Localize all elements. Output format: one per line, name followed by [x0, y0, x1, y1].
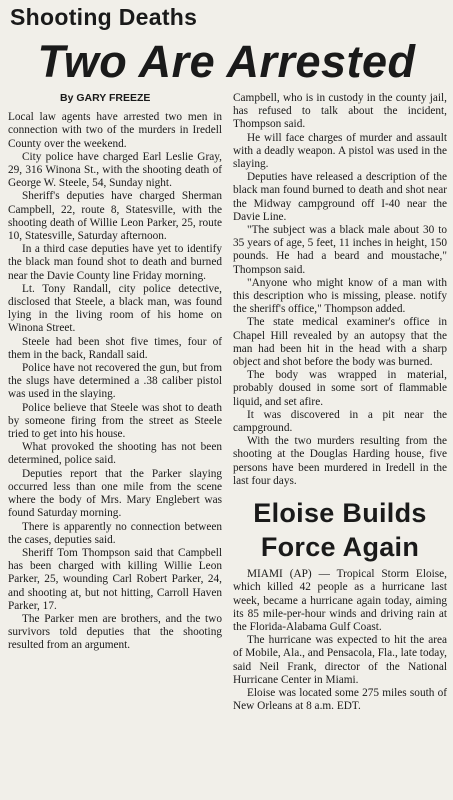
article-paragraph: "The subject was a black male about 30 to 35 years of age, 5 feet, 11 inches in height, 150 pounds. He had a beard and moustache," Thompson said.	[233, 224, 447, 276]
article-paragraph: City police have charged Earl Leslie Gray, 29, 316 Winona St., with the shooting death of George W. Steele, 54, Sunday night.	[8, 150, 222, 190]
article-paragraph: With the two murders resulting from the shooting at the Douglas Harding house, five persons have been murdered in Iredell in the last four days.	[233, 435, 447, 487]
article-paragraph: Steele had been shot five times, four of them in the back, Randall said.	[8, 335, 222, 361]
article-paragraph: There is apparently no connection between the cases, deputies said.	[8, 520, 222, 546]
article-paragraph: "Anyone who might know of a man with this description who is missing, please. notify the sheriff's office," Thompson added.	[233, 276, 447, 316]
article-paragraph: The Parker men are brothers, and the two survivors told deputies that the shooting resulted from an argument.	[8, 612, 222, 652]
article-paragraph: In a third case deputies have yet to identify the black man found shot to death and burned near the Davie County line Friday morning.	[8, 243, 222, 282]
article-paragraph: Local law agents have arrested two men in connection with two of the murders in Iredell County over the weekend.	[8, 111, 222, 150]
article-paragraph: The hurricane was expected to hit the area of Mobile, Ala., and Pensacola, Fla., late today, said Neil Frank, director of the National Hurricane Center in Miami.	[233, 634, 447, 686]
article-paragraph: MIAMI (AP) — Tropical Storm Eloise, which killed 42 people as a hurricane last week, became a hurricane again today, aiming its 85 mile-per-hour winds and driving rain at the Florida-Alabama Gulf Coast.	[233, 568, 447, 633]
main-headline: Two Are Arrested	[37, 36, 416, 87]
article-paragraph: He will face charges of murder and assault with a deadly weapon. A pistol was used in the slaying.	[233, 131, 447, 171]
article-paragraph: Campbell, who is in custody in the county jail, has refused to talk about the incident, Thompson said.	[233, 92, 447, 131]
article-paragraph: Deputies have released a description of the black man found burned to death and shot near the Midway campground off I-40 near the Davie Line.	[233, 171, 447, 223]
article-paragraph: It was discovered in a pit near the campground.	[233, 408, 447, 435]
article-paragraph: Lt. Tony Randall, city police detective, disclosed that Steele, a black man, was found lying in the living room of his home on Winona Street.	[8, 282, 222, 335]
story2-headline-line: Eloise Builds	[253, 498, 427, 529]
article-paragraph: Police have not recovered the gun, but from the slugs have determined a .38 caliber pistol was used in the slaying.	[8, 362, 222, 401]
kicker-heading: Shooting Deaths	[10, 4, 198, 30]
story2-headline	[233, 496, 447, 564]
story1-column-left	[8, 92, 222, 653]
article-paragraph: What provoked the shooting has not been determined, police said.	[8, 441, 222, 467]
article-paragraph: Police believe that Steele was shot to death by someone firing from the street as Steele tried to get into his house.	[8, 401, 222, 441]
article-paragraph: Eloise was located some 275 miles south of New Orleans at 8 a.m. EDT.	[233, 686, 447, 713]
byline: By GARY FREEZE	[60, 92, 151, 104]
article-paragraph: Sheriff's deputies have charged Sherman Campbell, 22, route 8, Statesville, with the shooting death of Willie Leon Parker, 25, route 10, Statesville, Saturday afternoon.	[8, 190, 222, 243]
article-paragraph: The state medical examiner's office in Chapel Hill revealed by an autopsy that the man had been hit in the head with a sharp object and shot before the body was burned.	[233, 316, 447, 369]
article-paragraph: The body was wrapped in material, probably doused in some sort of flammable liquid, and set afire.	[233, 369, 447, 408]
story1-column-right	[233, 92, 447, 713]
article-paragraph: Sheriff Tom Thompson said that Campbell has been charged with killing Willie Leon Parker, 25, wounding Carl Robert Parker, 24, and shooting at, but not hitting, Carroll Haven Parker, 17.	[8, 546, 222, 612]
story2-headline-line: Force Again	[260, 532, 420, 563]
article-paragraph: Deputies report that the Parker slaying occurred less than one mile from the scene where the body of Mrs. Mary Englebert was found Saturday morning.	[8, 467, 222, 520]
